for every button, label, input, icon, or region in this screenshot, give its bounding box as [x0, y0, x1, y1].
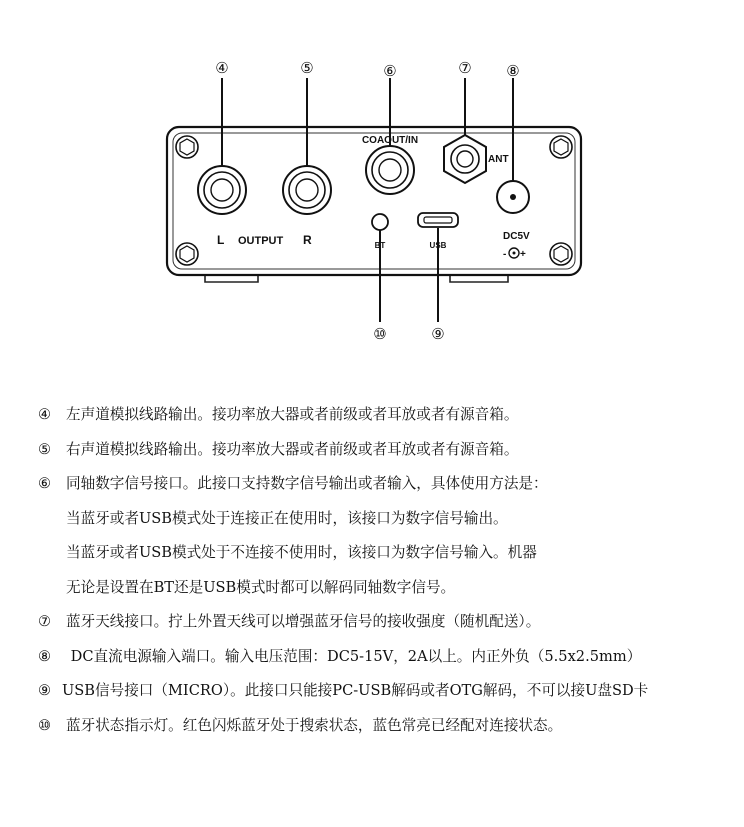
- callout-4: ④: [215, 59, 229, 77]
- item-number: ⑥: [38, 475, 52, 492]
- item-text: USB信号接口（MICRO）。此接口只能接PC-USB解码或者OTG解码，不可以接U盘SD卡: [62, 682, 649, 699]
- dc-label: DC5V: [503, 231, 530, 242]
- port-description-list: [38, 398, 738, 743]
- right-rca-output-jack: [283, 166, 331, 214]
- bt-label: BT: [374, 241, 386, 250]
- left-channel-label: L: [217, 233, 225, 247]
- description-item: [38, 674, 738, 709]
- description-item: [38, 467, 738, 502]
- callout-7: ⑦: [458, 59, 472, 77]
- micro-usb-port: [418, 213, 458, 227]
- item-text: 当蓝牙或者USB模式处于连接正在使用时，该接口为数字信号输出。: [66, 509, 508, 527]
- antenna-label: ANT: [488, 154, 509, 165]
- item-number: ⑤: [38, 440, 52, 458]
- dc-power-jack: [497, 181, 529, 213]
- item-text: 无论是设置在BT还是USB模式时都可以解码同轴数字信号。: [66, 578, 456, 596]
- right-channel-label: R: [303, 233, 312, 247]
- description-item: [38, 398, 738, 433]
- callout-5: ⑤: [300, 59, 314, 77]
- left-rca-output-jack: [198, 166, 246, 214]
- callout-8: ⑧: [506, 62, 520, 80]
- item-text: 右声道模拟线路输出。接功率放大器或者前级或者耳放或者有源音箱。: [66, 440, 519, 458]
- item-number: ⑨: [38, 682, 52, 699]
- item-text: 同轴数字信号接口。此接口支持数字信号输出或者输入，具体使用方法是：: [66, 475, 548, 492]
- item-text: 蓝牙状态指示灯。红色闪烁蓝牙处于搜索状态，蓝色常亮已经配对连接状态。: [66, 716, 563, 734]
- device-rear-panel-diagram: [0, 0, 744, 380]
- callout-9: ⑨: [431, 325, 445, 343]
- description-item: [38, 433, 738, 468]
- callout-10: ⑩: [373, 325, 387, 343]
- item-text: 左声道模拟线路输出。接功率放大器或者前级或者耳放或者有源音箱。: [66, 406, 519, 423]
- item-text: 当蓝牙或者USB模式处于不连接不使用时，该接口为数字信号输入。机器: [66, 544, 537, 561]
- item-number: ⑩: [38, 716, 52, 734]
- description-continuation: [38, 502, 738, 537]
- dc-minus-label: -: [503, 249, 507, 260]
- description-item: [38, 640, 738, 675]
- item-number: ⑧: [38, 647, 52, 665]
- description-item: [38, 709, 738, 744]
- bt-status-led: [372, 214, 388, 230]
- item-number: ⑦: [38, 613, 52, 630]
- description-continuation: [38, 571, 738, 606]
- description-item: [38, 605, 738, 640]
- output-label: OUTPUT: [238, 235, 284, 247]
- item-number: ④: [38, 406, 52, 423]
- coax-label: COAOUT/IN: [361, 135, 419, 146]
- coaxial-jack: [366, 146, 414, 194]
- callout-6: ⑥: [383, 62, 397, 80]
- item-text: 蓝牙天线接口。拧上外置天线可以增强蓝牙信号的接收强度（随机配送）。: [66, 613, 541, 630]
- dc-plus-label: +: [520, 249, 526, 260]
- usb-label: USB: [429, 241, 447, 250]
- description-continuation: [38, 536, 738, 571]
- item-text: DC直流电源输入端口。输入电压范围：DC5-15V，2A以上。内正外负（5.5x2.5mm）: [66, 647, 642, 665]
